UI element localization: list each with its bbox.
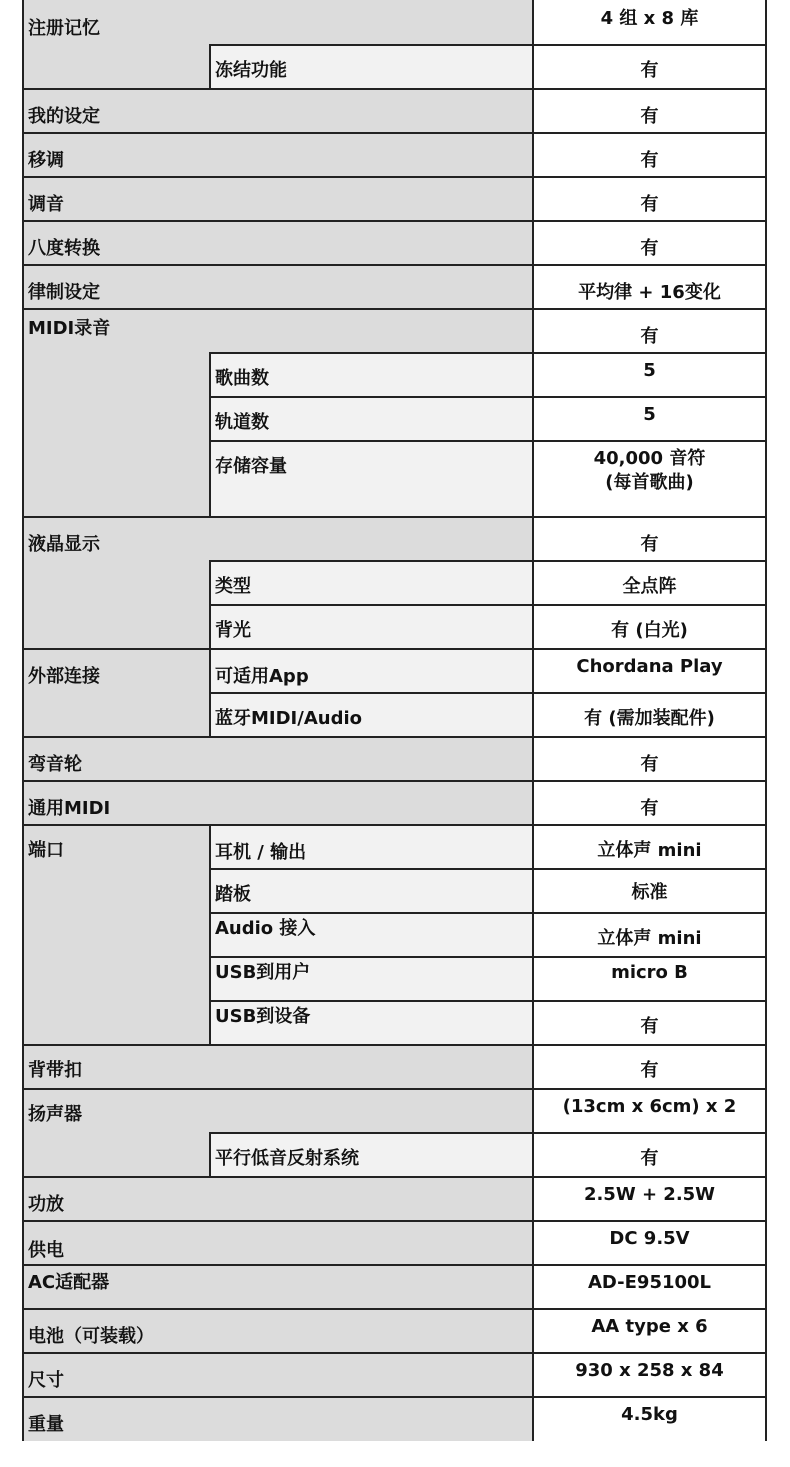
row-label-cell xyxy=(24,738,532,780)
row-sublabel-cell xyxy=(209,956,532,1000)
table-row xyxy=(24,1220,767,1264)
table-row xyxy=(24,220,767,264)
row-label-cell xyxy=(24,692,532,736)
row-value-cell xyxy=(532,560,767,604)
row-sublabel-cell xyxy=(209,440,532,516)
row-label-cell xyxy=(24,1354,532,1396)
row-label-cell xyxy=(24,178,532,220)
row-value: 有 xyxy=(640,238,659,259)
row-label-cell xyxy=(24,868,532,912)
row-sublabel: 耳机 / 输出 xyxy=(215,842,307,863)
row-sublabel-cell xyxy=(209,692,532,736)
row-value: 有 xyxy=(640,1016,659,1037)
row-value-cell xyxy=(532,1354,767,1396)
table-row xyxy=(24,1352,767,1396)
row-label-cell xyxy=(24,1178,532,1220)
row-sublabel: 背光 xyxy=(215,620,251,641)
table-row xyxy=(24,1088,767,1132)
row-sublabel-cell xyxy=(209,912,532,956)
table-row xyxy=(24,1176,767,1220)
row-label: 端口 xyxy=(28,840,64,861)
row-value-cell xyxy=(532,1132,767,1176)
spec-table xyxy=(22,0,767,1441)
row-sublabel: USB到用户 xyxy=(215,962,311,983)
row-value-note: (每首歌曲) xyxy=(605,472,694,493)
row-sublabel-cell xyxy=(209,352,532,396)
row-value-cell xyxy=(532,266,767,308)
table-row xyxy=(24,176,767,220)
row-value: 40,000 音符 xyxy=(593,448,706,469)
row-value-cell xyxy=(532,0,767,44)
row-value-cell xyxy=(532,1090,767,1132)
row-label: 重量 xyxy=(28,1414,64,1435)
row-value-cell xyxy=(532,310,767,352)
row-label-cell xyxy=(24,266,532,308)
table-row xyxy=(24,308,767,352)
table-row xyxy=(24,736,767,780)
row-label-cell xyxy=(24,518,532,560)
table-row xyxy=(24,1396,767,1441)
row-label-cell xyxy=(24,1310,532,1352)
table-row xyxy=(24,868,767,912)
row-label: 扬声器 xyxy=(28,1104,82,1125)
row-value-cell xyxy=(532,396,767,440)
row-value: 立体声 mini xyxy=(597,928,702,949)
row-label: 供电 xyxy=(28,1240,64,1261)
row-label: 液晶显示 xyxy=(28,534,100,555)
row-value-cell xyxy=(532,826,767,868)
row-value-cell xyxy=(532,178,767,220)
table-row xyxy=(24,132,767,176)
row-value: (13cm x 6cm) x 2 xyxy=(562,1096,737,1117)
row-value-cell xyxy=(532,1398,767,1441)
table-row xyxy=(24,824,767,868)
row-sublabel-cell xyxy=(209,44,532,88)
table-row xyxy=(24,780,767,824)
row-sublabel-cell xyxy=(209,560,532,604)
row-value-cell xyxy=(532,692,767,736)
row-sublabel: 冻结功能 xyxy=(215,60,287,81)
row-value-cell xyxy=(532,1178,767,1220)
row-value-cell xyxy=(532,1046,767,1088)
row-value-cell xyxy=(532,912,767,956)
row-label-cell xyxy=(24,1398,532,1441)
row-sublabel-cell xyxy=(209,826,532,868)
row-label-cell xyxy=(24,604,532,648)
row-sublabel-cell xyxy=(209,604,532,648)
table-row xyxy=(24,396,767,440)
row-label-cell xyxy=(24,650,532,692)
row-sublabel: 轨道数 xyxy=(215,412,269,433)
table-row xyxy=(24,1132,767,1176)
row-label-cell xyxy=(24,222,532,264)
row-sublabel: Audio 接入 xyxy=(215,918,316,939)
row-value-cell xyxy=(532,956,767,1000)
table-row xyxy=(24,1308,767,1352)
row-value: 有 xyxy=(640,534,659,555)
row-value: 有 (需加装配件) xyxy=(584,708,715,729)
row-value: micro B xyxy=(611,962,688,983)
row-sublabel-cell xyxy=(209,1000,532,1044)
row-value: 930 x 258 x 84 xyxy=(575,1360,724,1381)
table-row xyxy=(24,88,767,132)
row-value-cell xyxy=(532,44,767,88)
row-label-cell xyxy=(24,352,532,396)
row-sublabel: 类型 xyxy=(215,576,251,597)
row-value-cell xyxy=(532,222,767,264)
row-sublabel-cell xyxy=(209,1132,532,1176)
row-label: 背带扣 xyxy=(28,1060,82,1081)
row-label-cell xyxy=(24,1090,532,1132)
row-value-cell xyxy=(532,1310,767,1352)
row-value: 4 组 x 8 库 xyxy=(600,8,699,29)
table-row xyxy=(24,956,767,1000)
row-sublabel-cell xyxy=(209,868,532,912)
row-label-cell xyxy=(24,440,532,516)
row-label: 电池（可装载） xyxy=(28,1326,154,1347)
row-label: 通用MIDI xyxy=(28,798,111,819)
row-value: 4.5kg xyxy=(621,1404,678,1425)
row-value: AA type x 6 xyxy=(591,1316,708,1337)
row-label-cell xyxy=(24,1266,532,1308)
table-row xyxy=(24,648,767,692)
row-value: 有 xyxy=(640,150,659,171)
row-value: 有 xyxy=(640,326,659,347)
row-value: 标准 xyxy=(631,882,668,903)
row-label-cell xyxy=(24,560,532,604)
row-value-cell xyxy=(532,1000,767,1044)
row-label: MIDI录音 xyxy=(28,318,111,339)
row-value: 全点阵 xyxy=(622,576,677,597)
row-value-cell xyxy=(532,1222,767,1264)
row-value: Chordana Play xyxy=(576,656,723,677)
row-value: 5 xyxy=(643,360,656,381)
row-sublabel: 平行低音反射系统 xyxy=(215,1148,359,1169)
row-value-cell xyxy=(532,518,767,560)
row-sublabel: USB到设备 xyxy=(215,1006,311,1027)
row-value-cell xyxy=(532,604,767,648)
row-value: AD-E95100L xyxy=(587,1272,712,1293)
row-label-cell xyxy=(24,956,532,1000)
row-value: 2.5W + 2.5W xyxy=(583,1184,716,1205)
row-value-cell xyxy=(532,352,767,396)
row-sublabel: 歌曲数 xyxy=(215,368,269,389)
table-row xyxy=(24,1000,767,1044)
row-value-cell xyxy=(532,782,767,824)
row-value: 有 xyxy=(640,194,659,215)
row-label: 功放 xyxy=(28,1194,64,1215)
table-row xyxy=(24,264,767,308)
table-row xyxy=(24,1044,767,1088)
row-label-cell xyxy=(24,396,532,440)
row-value-cell xyxy=(532,868,767,912)
row-sublabel-cell xyxy=(209,396,532,440)
row-value: 有 xyxy=(640,1148,659,1169)
table-row xyxy=(24,912,767,956)
table-row xyxy=(24,440,767,516)
row-label: 移调 xyxy=(28,150,64,171)
row-sublabel: 存储容量 xyxy=(215,456,287,477)
row-label-cell xyxy=(24,912,532,956)
table-row xyxy=(24,604,767,648)
row-label-cell xyxy=(24,134,532,176)
row-label-cell xyxy=(24,782,532,824)
row-label-cell xyxy=(24,1132,532,1176)
row-value: 有 xyxy=(640,754,659,775)
table-row xyxy=(24,44,767,88)
row-label-cell xyxy=(24,1000,532,1044)
row-label: 外部连接 xyxy=(28,666,100,687)
row-value: 5 xyxy=(643,404,656,425)
table-row xyxy=(24,1264,767,1308)
row-value-cell xyxy=(532,134,767,176)
row-label: 注册记忆 xyxy=(28,18,100,39)
row-label: 弯音轮 xyxy=(28,754,82,775)
row-label: 律制设定 xyxy=(28,282,100,303)
table-row xyxy=(24,692,767,736)
row-label: 我的设定 xyxy=(28,106,100,127)
row-sublabel: 踏板 xyxy=(215,884,251,905)
table-row xyxy=(24,352,767,396)
table-row xyxy=(24,0,767,44)
row-value: 立体声 mini xyxy=(597,840,702,861)
row-value: 有 xyxy=(640,798,659,819)
row-label-cell xyxy=(24,826,532,868)
row-value: 平均律 + 16变化 xyxy=(578,282,721,303)
row-value-cell xyxy=(532,738,767,780)
row-value: 有 xyxy=(640,106,659,127)
row-label-cell xyxy=(24,44,532,88)
row-label: 调音 xyxy=(28,194,64,215)
table-row xyxy=(24,560,767,604)
row-sublabel: 可适用App xyxy=(215,666,309,687)
row-value-cell xyxy=(532,1266,767,1308)
row-value: 有 xyxy=(640,60,659,81)
row-label-cell xyxy=(24,1222,532,1264)
row-sublabel-cell xyxy=(209,650,532,692)
row-label-cell xyxy=(24,90,532,132)
row-label-cell xyxy=(24,310,532,352)
row-value: 有 xyxy=(640,1060,659,1081)
row-label: 尺寸 xyxy=(28,1370,64,1391)
row-value: 有 (白光) xyxy=(611,620,688,641)
row-value-cell xyxy=(532,650,767,692)
table-row xyxy=(24,516,767,560)
row-label-cell xyxy=(24,1046,532,1088)
row-label: 八度转换 xyxy=(28,238,100,259)
row-sublabel: 蓝牙MIDI/Audio xyxy=(215,708,362,729)
row-value-cell xyxy=(532,90,767,132)
row-value: DC 9.5V xyxy=(609,1228,690,1249)
row-label: AC适配器 xyxy=(28,1272,110,1293)
row-value-cell xyxy=(532,440,767,516)
row-label-cell xyxy=(24,0,532,44)
